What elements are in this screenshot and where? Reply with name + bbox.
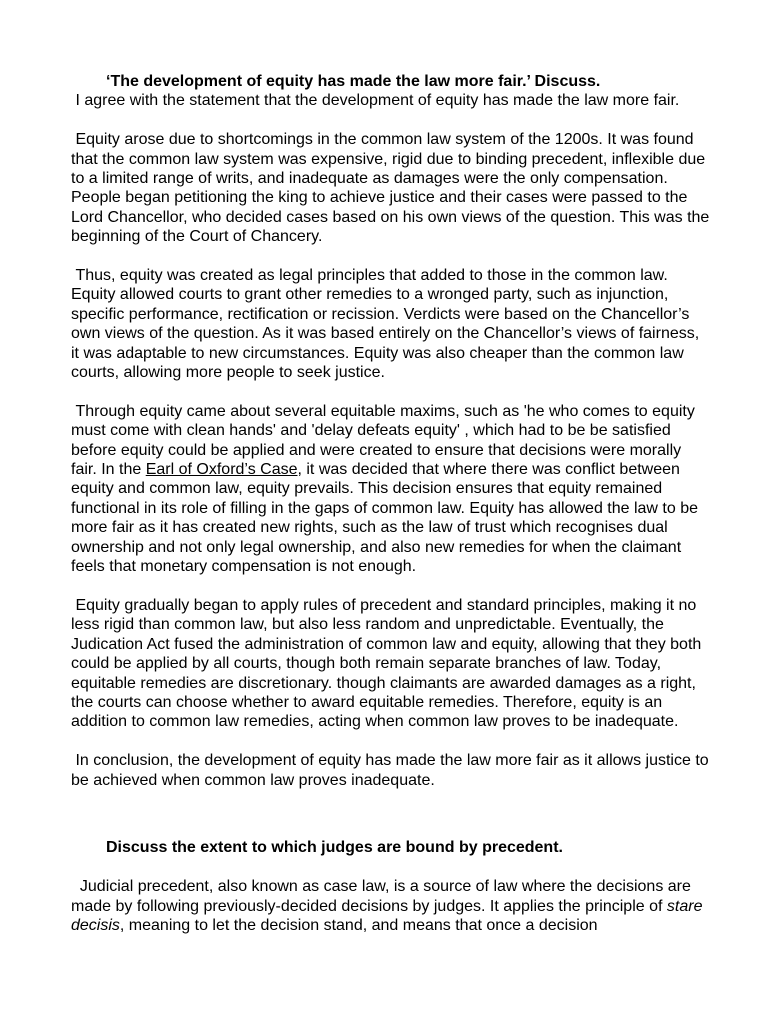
document-page [71, 72, 714, 955]
case-name-earl-of-oxford: Earl of Oxford’s Case [145, 461, 298, 479]
essay-2-paragraph-1 [71, 877, 711, 935]
section-spacer [71, 809, 711, 838]
paragraph-3-text-end: , it was decided that where there was conflict between equity and common law, equity prevails. This decision ensures that equity remained functional in its role of filling in the gaps of common law. Equity has allowed the law to be more fair as it has created new rights, such as the law of trust which recognises dual ownership and not only legal ownership, and also new remedies for when the claimant feels that monetary compensation is not enough. [71, 461, 703, 576]
essay-1-paragraph-3 [71, 402, 711, 577]
essay-1-paragraph-4: Equity gradually began to apply rules of precedent and standard principles, making it no less rigid than common law, but also less random and unpredictable. Eventually, the Judication Act fused the administration of common law and equity, allowing that they both could be applied by all courts, though both remain separate branches of law. Today, equitable remedies are discretionary. though claimants are awarded damages as a right, the courts can choose whether to award equitable remedies. Therefore, equity is an addition to common law remedies, acting when common law proves to be inadequate. [71, 596, 706, 731]
essay-1-paragraph-1: Equity arose due to shortcomings in the common law system of the 1200s. It was found that the common law system was expensive, rigid due to binding precedent, inflexible due to a limited range of writs, and inadequate as damages were the only compensation. People began petitioning the king to achieve justice and their cases were passed to the Lord Chancellor, who decided cases based on his own views of the question. This was the beginning of the Court of Chancery. [71, 131, 714, 246]
essay-2-text-start: Judicial precedent, also known as case law, is a source of law where the decisions are made by following previously-decided decisions by judges. It applies the principle of [71, 878, 696, 915]
essay-1-title: ‘The development of equity has made the law more fair.’ Discuss. [106, 73, 601, 90]
essay-1-intro: I agree with the statement that the development of equity has made the law more fair. [71, 92, 680, 110]
essay-2-text-end: , meaning to let the decision stand, and means that once a decision [119, 916, 598, 934]
paragraph-3-text-start: Through equity came about several equitable maxims, such as 'he who comes to equity must come with clean hands' and 'delay defeats equity' , which had to be be satisfied before equity could be applied and were created to ensure that decisions were morally fair. In the [71, 402, 700, 479]
latin-term: stare decisis [71, 897, 707, 934]
essay-1-paragraph-2: Thus, equity was created as legal principles that added to those in the common law. Equity allowed courts to grant other remedies to a wronged party, such as injunction, specific performance, rectification or recission. Verdicts were based on the Chancellor’s own views of the question. As it was based entirely on the Chancellor’s views of fairness, it was adaptable to new circumstances. Equity was also cheaper than the common law courts, allowing more people to seek justice. [71, 267, 704, 382]
essay-2-title: Discuss the extent to which judges are bound by precedent. [106, 839, 563, 857]
essay-1-conclusion: In conclusion, the development of equity has made the law more fair as it allows justice to be achieved when common law proves inadequate. [71, 752, 714, 789]
